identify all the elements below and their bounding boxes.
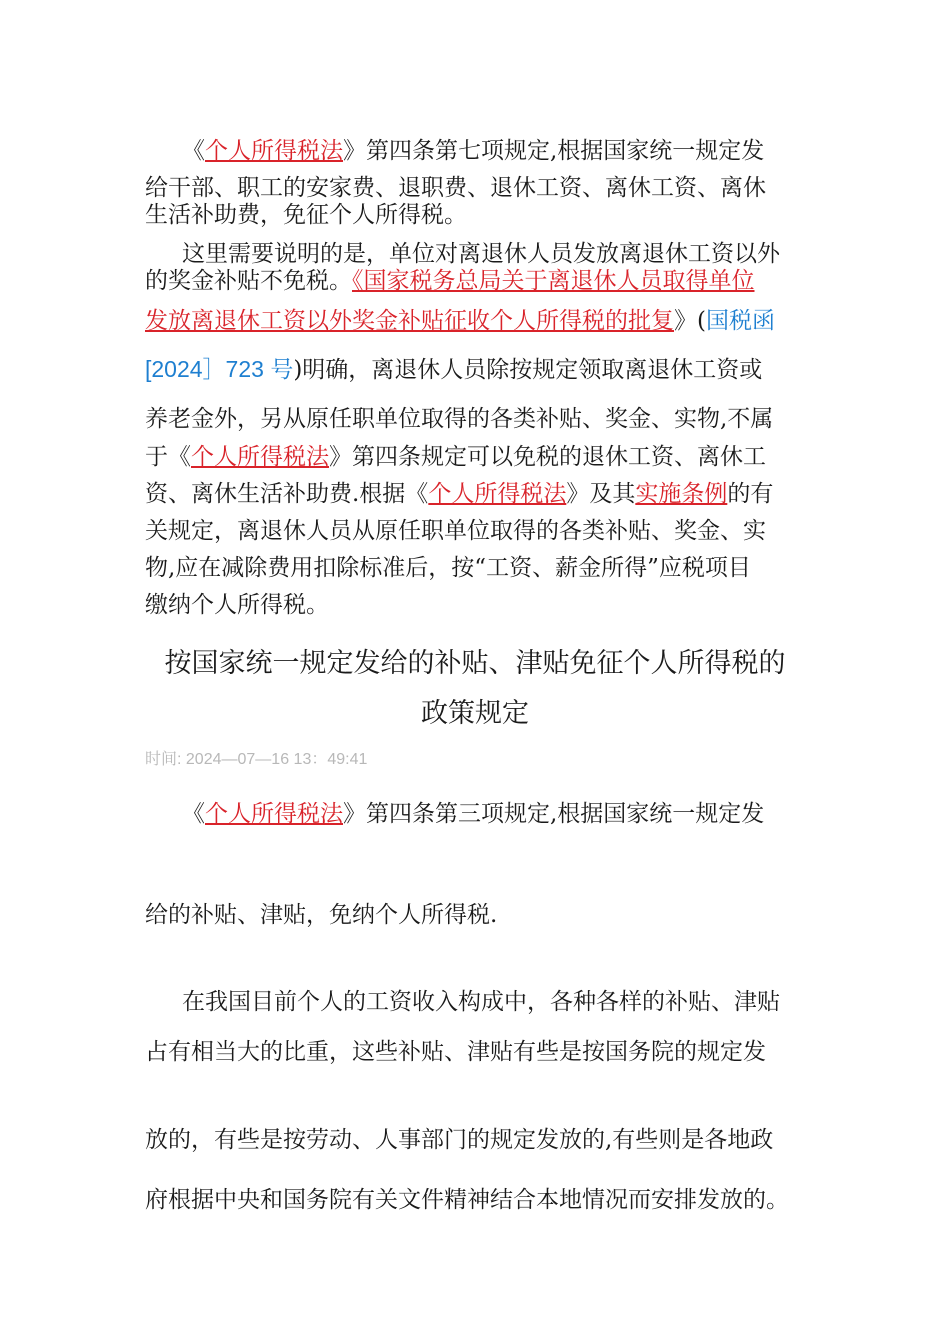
text: 》第四条第七项规定,根据国家统一规定发 (343, 138, 765, 164)
text: 的奖金补贴不免税。 (145, 268, 352, 294)
a2-p2-line2: 占有相当大的比重，这些补贴、津贴有些是按国务院的规定发 (145, 1039, 766, 1065)
implementation-rules-link[interactable]: 实施条例 (635, 481, 728, 507)
text: 》及其 (566, 481, 636, 507)
a1-p2-line2 (145, 270, 755, 293)
text: 的有 (727, 481, 774, 507)
text: 》第四条规定可以免税的退休工资、离休工 (329, 444, 766, 470)
tax-law-link[interactable]: 个人所得税法 (205, 138, 343, 164)
a1-p2-line3 (145, 309, 775, 333)
article-title-line2: 政策规定 (421, 698, 529, 729)
text: 》第四条第三项规定,根据国家统一规定发 (343, 801, 765, 827)
a1-p2-line5: 养老金外，另从原任职单位取得的各类补贴、奖金、实物,不属 (145, 406, 774, 432)
reply-document-link[interactable]: 《国家税务总局关于离退休人员取得单位 (352, 268, 755, 294)
text: 于《 (145, 444, 191, 470)
tax-law-link[interactable]: 个人所得税法 (191, 444, 329, 470)
a1-p1-line1 (182, 140, 764, 163)
a1-p1-line2: 给干部、职工的安家费、退职费、退休工资、离休工资、离休 (145, 175, 766, 201)
tax-law-link[interactable]: 个人所得税法 (205, 801, 343, 827)
tax-law-link[interactable]: 个人所得税法 (428, 481, 567, 507)
a1-p2-line9: 物,应在减除费用扣除标准后，按“工资、薪金所得”应税项目 (145, 555, 751, 581)
document-number-link-cont[interactable]: [2024］723 号 (145, 356, 294, 382)
reply-document-link-cont[interactable]: 发放离退休工资以外奖金补贴征收个人所得税的批复 (145, 308, 674, 334)
a1-p2-line1: 这里需要说明的是，单位对离退休人员发放离退休工资以外 (182, 241, 780, 267)
text: )明确，离退休人员除按规定领取离退休工资或 (293, 357, 763, 383)
a1-p2-line6 (145, 446, 766, 469)
time-value: 2024—07—16 13：49:41 (185, 751, 368, 768)
a2-p1-line1 (182, 803, 764, 826)
a2-p2-line1: 在我国目前个人的工资收入构成中，各种各样的补贴、津贴 (182, 989, 780, 1015)
a1-p2-line4 (145, 358, 762, 382)
time-label: 时间: (145, 751, 186, 768)
document-number-link[interactable]: 国税函 (705, 307, 775, 333)
article-title-line1: 按国家统一规定发给的补贴、津贴免征个人所得税的 (164, 648, 786, 679)
a2-p2-line3: 放的，有些是按劳动、人事部门的规定发放的,有些则是各地政 (145, 1127, 774, 1153)
bracket-open: 《 (182, 138, 205, 164)
bracket-open: 《 (182, 801, 205, 827)
a2-p2-line4: 府根据中央和国务院有关文件精神结合本地情况而安排发放的。 (145, 1187, 789, 1213)
text: 》( (674, 308, 706, 334)
publish-time (145, 752, 367, 768)
a1-p2-line10: 缴纳个人所得税。 (145, 592, 329, 618)
a1-p1-line3: 生活补助费，免征个人所得税。 (145, 202, 467, 228)
a1-p2-line8: 关规定，离退休人员从原任职单位取得的各类补贴、奖金、实 (145, 518, 766, 544)
a2-p1-line2: 给的补贴、津贴，免纳个人所得税. (145, 902, 498, 928)
text: 资、离休生活补助费.根据《 (145, 481, 429, 507)
a1-p2-line7 (145, 483, 773, 506)
